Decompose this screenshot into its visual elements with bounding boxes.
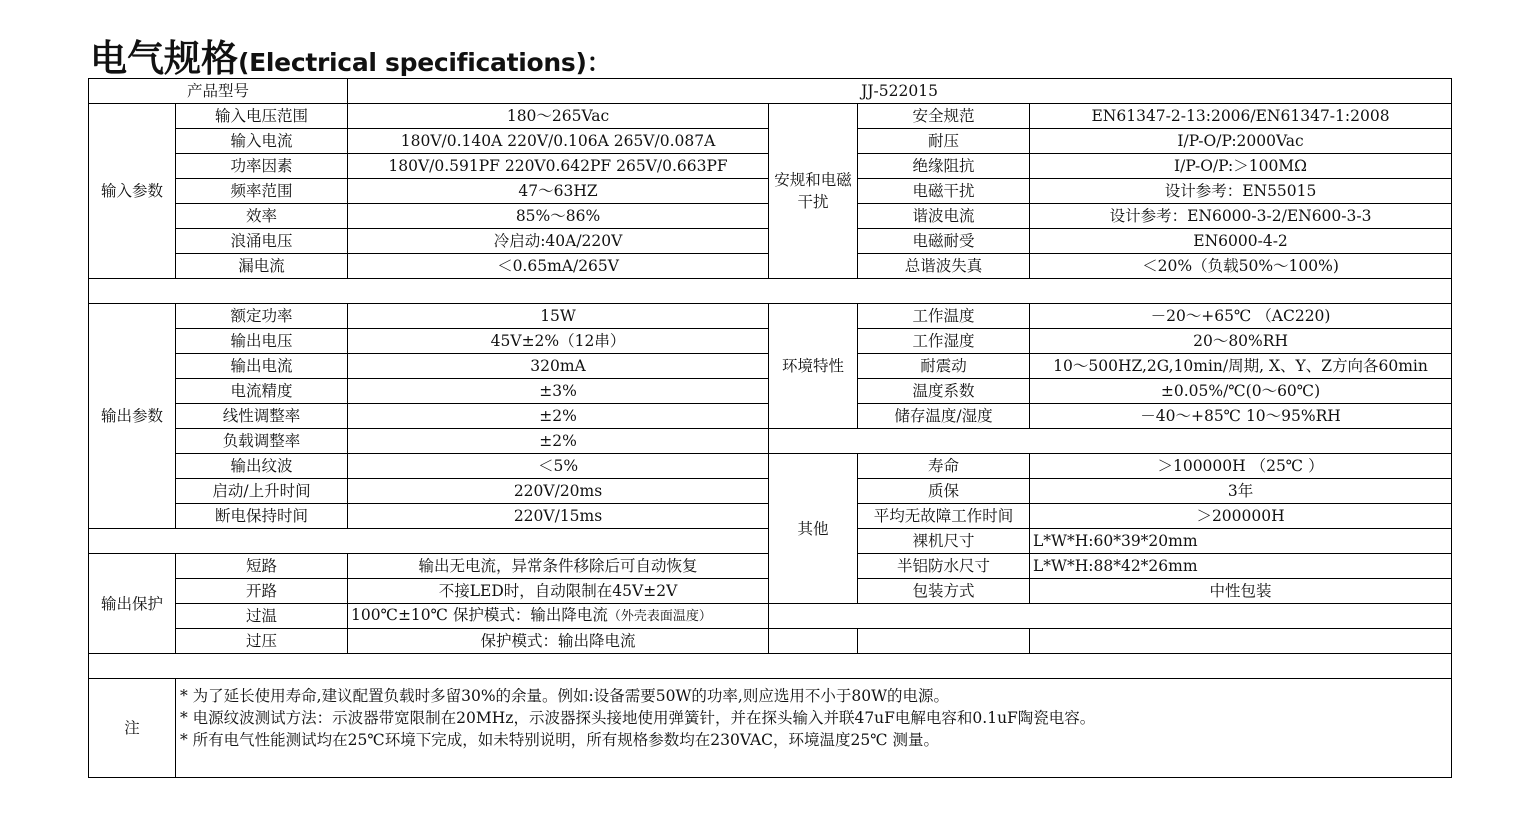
other-group-label: 其他	[769, 454, 858, 604]
row-value: 320mA	[348, 354, 769, 379]
row-label: 耐震动	[858, 354, 1030, 379]
row-value: 20～80%RH	[1030, 329, 1452, 354]
row-value: 不接LED时，自动限制在45V±2V	[348, 579, 769, 604]
row-value: ＞200000H	[1030, 504, 1452, 529]
input-group-label: 输入参数	[89, 104, 176, 279]
row-label: 工作湿度	[858, 329, 1030, 354]
over-temp-value: 100℃±10℃ 保护模式：输出降电流	[351, 606, 608, 624]
row-label: 温度系数	[858, 379, 1030, 404]
row-value: ±0.05%/℃(0～60℃)	[1030, 379, 1452, 404]
spacer-cell	[89, 279, 1452, 304]
spacer-row	[89, 279, 1452, 304]
row-label: 绝缘阻抗	[858, 154, 1030, 179]
row-label: 输出电压	[176, 329, 348, 354]
row-value	[348, 604, 769, 629]
row-value: 85%～86%	[348, 204, 769, 229]
row-value: ±2%	[348, 429, 769, 454]
row-label: 断电保持时间	[176, 504, 348, 529]
table-row	[89, 79, 1452, 104]
table-row	[89, 679, 1452, 778]
row-value: ±3%	[348, 379, 769, 404]
environment-group-label: 环境特性	[769, 304, 858, 429]
table-row	[89, 629, 1452, 654]
row-value: ＞100000H （25℃ ）	[1030, 454, 1452, 479]
row-value: 47～63HZ	[348, 179, 769, 204]
row-label: 效率	[176, 204, 348, 229]
row-value: 180～265Vac	[348, 104, 769, 129]
row-label: 平均无故障工作时间	[858, 504, 1030, 529]
row-value: ＜0.65mA/265V	[348, 254, 769, 279]
row-label: 寿命	[858, 454, 1030, 479]
spacer-row	[89, 654, 1452, 679]
note-line: * 为了延长使用寿命,建议配置负载时多留30%的余量。例如:设备需要50W的功率,则应选用不小于80W的电源。	[180, 687, 950, 705]
empty-cell	[769, 604, 1452, 629]
empty-cell	[1030, 629, 1452, 654]
row-value: I/P-O/P:＞100MΩ	[1030, 154, 1452, 179]
row-label: 耐压	[858, 129, 1030, 154]
spec-table	[88, 78, 1452, 778]
output-group-label: 输出参数	[89, 304, 176, 529]
row-label: 额定功率	[176, 304, 348, 329]
row-value: 输出无电流，异常条件移除后可自动恢复	[348, 554, 769, 579]
row-label: 过压	[176, 629, 348, 654]
row-value: －40～+85℃ 10～95%RH	[1030, 404, 1452, 429]
empty-cell	[89, 529, 769, 554]
row-label: 输入电流	[176, 129, 348, 154]
row-label: 包装方式	[858, 579, 1030, 604]
row-label: 线性调整率	[176, 404, 348, 429]
row-label: 半铝防水尺寸	[858, 554, 1030, 579]
row-value: 180V/0.591PF 220V0.642PF 265V/0.663PF	[348, 154, 769, 179]
row-label: 储存温度/湿度	[858, 404, 1030, 429]
row-value: 设计参考：EN55015	[1030, 179, 1452, 204]
row-label: 负载调整率	[176, 429, 348, 454]
empty-cell	[769, 629, 858, 654]
note-line: * 所有电气性能测试均在25℃环境下完成，如未特别说明，所有规格参数均在230VAC，环境温度25℃ 测量。	[180, 731, 940, 749]
safety-group-label: 安规和电磁干扰	[769, 104, 858, 279]
title-cn: 电气规格	[90, 37, 238, 80]
row-value: 设计参考：EN6000-3-2/EN600-3-3	[1030, 204, 1452, 229]
table-row	[89, 454, 1452, 479]
row-label: 安全规范	[858, 104, 1030, 129]
row-label: 功率因素	[176, 154, 348, 179]
title-en: (Electrical specifications)：	[238, 48, 612, 77]
row-value: L*W*H:60*39*20mm	[1030, 529, 1452, 554]
model-label: 产品型号	[89, 79, 348, 104]
notes-content	[176, 679, 1452, 778]
row-label: 频率范围	[176, 179, 348, 204]
row-value: 220V/15ms	[348, 504, 769, 529]
row-value: 180V/0.140A 220V/0.106A 265V/0.087A	[348, 129, 769, 154]
row-label: 谐波电流	[858, 204, 1030, 229]
row-value: 保护模式：输出降电流	[348, 629, 769, 654]
over-temp-note: （外壳表面温度）	[607, 609, 712, 624]
row-label: 工作温度	[858, 304, 1030, 329]
row-value: 3年	[1030, 479, 1452, 504]
row-value: 45V±2%（12串）	[348, 329, 769, 354]
row-value: 中性包装	[1030, 579, 1452, 604]
row-value: L*W*H:88*42*26mm	[1030, 554, 1452, 579]
row-value: ＜20%（负载50%～100%)	[1030, 254, 1452, 279]
row-value: ＜5%	[348, 454, 769, 479]
row-label: 短路	[176, 554, 348, 579]
row-value: －20～+65℃ （AC220)	[1030, 304, 1452, 329]
row-label: 浪涌电压	[176, 229, 348, 254]
row-label: 启动/上升时间	[176, 479, 348, 504]
empty-cell	[769, 429, 1452, 454]
row-label: 输入电压范围	[176, 104, 348, 129]
protection-group-label: 输出保护	[89, 554, 176, 654]
empty-cell	[858, 629, 1030, 654]
row-label: 漏电流	[176, 254, 348, 279]
table-row	[89, 604, 1452, 629]
model-value: JJ-522015	[348, 79, 1452, 104]
row-label: 裸机尺寸	[858, 529, 1030, 554]
row-label: 输出纹波	[176, 454, 348, 479]
row-value: EN6000-4-2	[1030, 229, 1452, 254]
row-label: 质保	[858, 479, 1030, 504]
table-row	[89, 104, 1452, 129]
row-label: 输出电流	[176, 354, 348, 379]
note-line: * 电源纹波测试方法：示波器带宽限制在20MHz，示波器探头接地使用弹簧针，并在探头输入并联47uF电解电容和0.1uF陶瓷电容。	[180, 709, 1096, 727]
row-label: 开路	[176, 579, 348, 604]
row-value: 15W	[348, 304, 769, 329]
row-value: I/P-O/P:2000Vac	[1030, 129, 1452, 154]
row-value: ±2%	[348, 404, 769, 429]
spacer-cell	[89, 654, 1452, 679]
page-title	[90, 28, 611, 82]
row-value: 冷启动:40A/220V	[348, 229, 769, 254]
row-label: 电流精度	[176, 379, 348, 404]
row-label: 电磁耐受	[858, 229, 1030, 254]
notes-label: 注	[89, 679, 176, 778]
row-label: 过温	[176, 604, 348, 629]
row-value: 10～500HZ,2G,10min/周期, X、Y、Z方向各60min	[1030, 354, 1452, 379]
row-value: 220V/20ms	[348, 479, 769, 504]
row-label: 电磁干扰	[858, 179, 1030, 204]
row-value: EN61347-2-13:2006/EN61347-1:2008	[1030, 104, 1452, 129]
table-row	[89, 429, 1452, 454]
table-row	[89, 304, 1452, 329]
row-label: 总谐波失真	[858, 254, 1030, 279]
